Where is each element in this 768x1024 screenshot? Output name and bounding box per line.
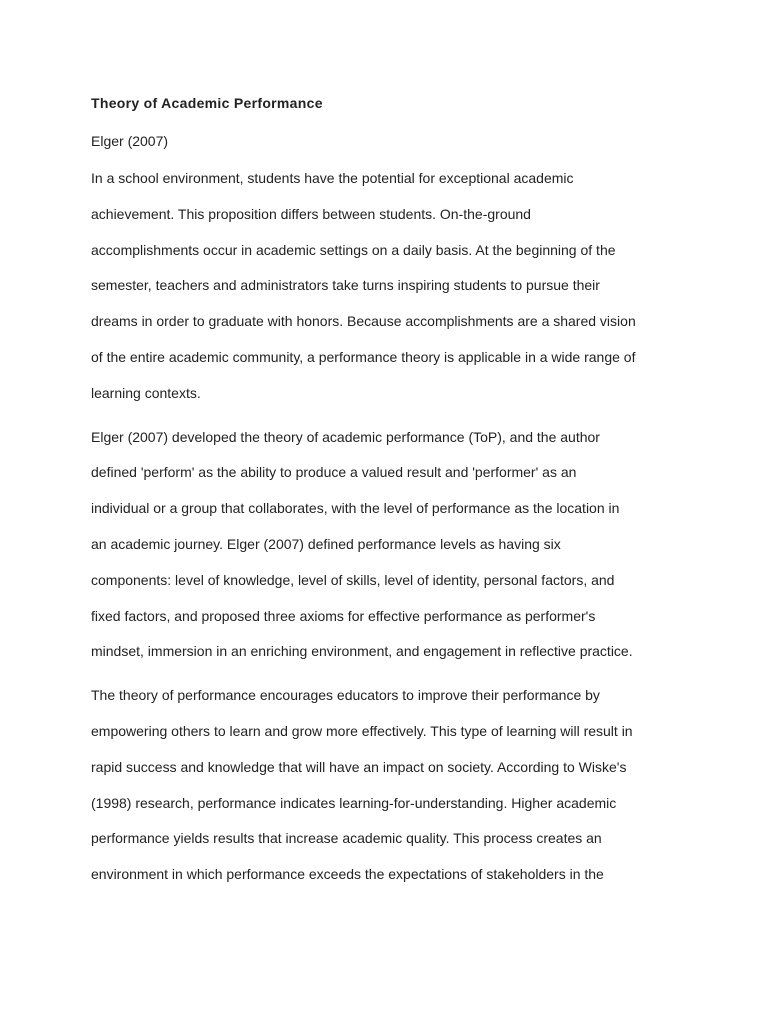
text-line: accomplishments occur in academic settings on a daily basis. At the beginning of the <box>91 241 616 258</box>
text-line: rapid success and knowledge that will have an impact on society. According to Wiske's <box>91 758 627 775</box>
document-title: Theory of Academic Performance <box>91 95 323 111</box>
paragraph-2 <box>91 420 691 671</box>
text-line: defined 'perform' as the ability to produce a valued result and 'performer' as an <box>91 464 577 481</box>
text-line: The theory of performance encourages educators to improve their performance by <box>91 687 600 704</box>
text-line: an academic journey. Elger (2007) defined performance levels as having six <box>91 535 561 552</box>
text-line: environment in which performance exceeds the expectations of stakeholders in the <box>91 866 604 883</box>
text-line: learning contexts. <box>91 384 201 401</box>
document-citation: Elger (2007) <box>91 133 169 149</box>
text-line: mindset, immersion in an enriching environment, and engagement in reflective practice. <box>91 643 633 660</box>
document-body <box>91 92 691 893</box>
paragraph-3 <box>91 678 691 893</box>
text-line: components: level of knowledge, level of skills, level of identity, personal factors, and <box>91 571 615 588</box>
text-line: empowering others to learn and grow more effectively. This type of learning will result in <box>91 722 633 739</box>
text-line: In a school environment, students have the potential for exceptional academic <box>91 170 574 186</box>
text-line: individual or a group that collaborates, with the level of performance as the location in <box>91 500 620 517</box>
paragraph-1 <box>91 161 691 412</box>
text-line: fixed factors, and proposed three axioms for effective performance as performer's <box>91 607 596 624</box>
text-line: of the entire academic community, a performance theory is applicable in a wide range of <box>91 348 636 365</box>
text-line: achievement. This proposition differs between students. On-the-ground <box>91 205 531 222</box>
text-line: dreams in order to graduate with honors. Because accomplishments are a shared vision <box>91 313 636 330</box>
text-line: semester, teachers and administrators take turns inspiring students to pursue their <box>91 277 600 294</box>
text-line: performance yields results that increase academic quality. This process creates an <box>91 830 602 847</box>
text-line: Elger (2007) developed the theory of academic performance (ToP), and the author <box>91 428 600 445</box>
text-line: (1998) research, performance indicates learning-for-understanding. Higher academic <box>91 794 617 811</box>
